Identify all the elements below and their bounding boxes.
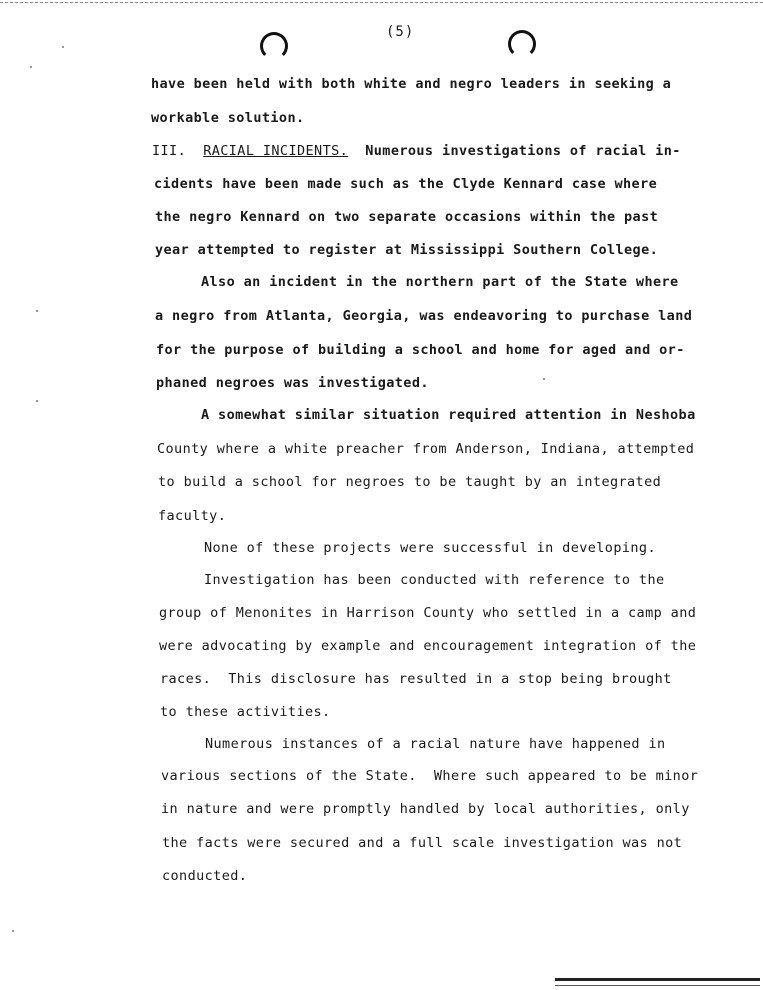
text-line: Also an incident in the northern part of the State where xyxy=(201,274,679,290)
text-line: to these activities. xyxy=(160,704,331,720)
text-line: to build a school for negroes to be taught by an integrated xyxy=(158,474,662,490)
text-line: phaned negroes was investigated. xyxy=(156,375,429,391)
scan-speck xyxy=(36,310,38,312)
text-line: a negro from Atlanta, Georgia, was endeavoring to purchase land xyxy=(155,308,693,324)
page-top-edge xyxy=(0,2,763,3)
section-heading: RACIAL INCIDENTS. xyxy=(203,143,349,159)
punch-hole-mark xyxy=(260,32,288,60)
bottom-rule xyxy=(555,985,760,986)
text-line: year attempted to register at Mississippi Southern College. xyxy=(155,242,659,258)
section-three-heading-line xyxy=(152,143,681,159)
scan-speck xyxy=(62,46,64,48)
text-line: Numerous instances of a racial nature have happened in xyxy=(205,736,666,752)
text-line: County where a white preacher from Anderson, Indiana, attempted xyxy=(157,441,695,457)
text-line: faculty. xyxy=(158,508,227,524)
text-line: for the purpose of building a school and home for aged and or- xyxy=(156,342,685,358)
text-line: A somewhat similar situation required attention in Neshoba xyxy=(201,407,696,423)
text-line: Investigation has been conducted with reference to the xyxy=(204,572,665,588)
text-line: in nature and were promptly handled by local authorities, only xyxy=(161,801,690,817)
page-number: (5) xyxy=(386,24,415,40)
text-line: None of these projects were successful in developing. xyxy=(204,540,656,556)
scan-speck xyxy=(543,378,545,380)
section-numeral: III. xyxy=(152,143,187,159)
punch-hole-mark xyxy=(508,30,536,58)
text-line: workable solution. xyxy=(151,110,305,126)
text-line: various sections of the State. Where such appeared to be minor xyxy=(161,768,699,784)
scan-speck xyxy=(36,400,38,402)
text-line: group of Menonites in Harrison County who settled in a camp and xyxy=(159,605,697,621)
text-line: conducted. xyxy=(162,868,248,884)
scan-speck xyxy=(30,66,32,68)
text-line: have been held with both white and negro leaders in seeking a xyxy=(151,76,672,92)
section-text: Numerous investigations of racial in- xyxy=(365,143,681,159)
text-line: the facts were secured and a full scale investigation was not xyxy=(162,835,683,851)
scan-speck xyxy=(12,930,14,932)
text-line: cidents have been made such as the Clyde Kennard case where xyxy=(154,176,658,192)
text-line: were advocating by example and encouragement integration of the xyxy=(159,638,697,654)
text-line: races. This disclosure has resulted in a stop being brought xyxy=(160,671,672,687)
bottom-rule xyxy=(555,978,760,981)
text-line: the negro Kennard on two separate occasions within the past xyxy=(155,209,659,225)
